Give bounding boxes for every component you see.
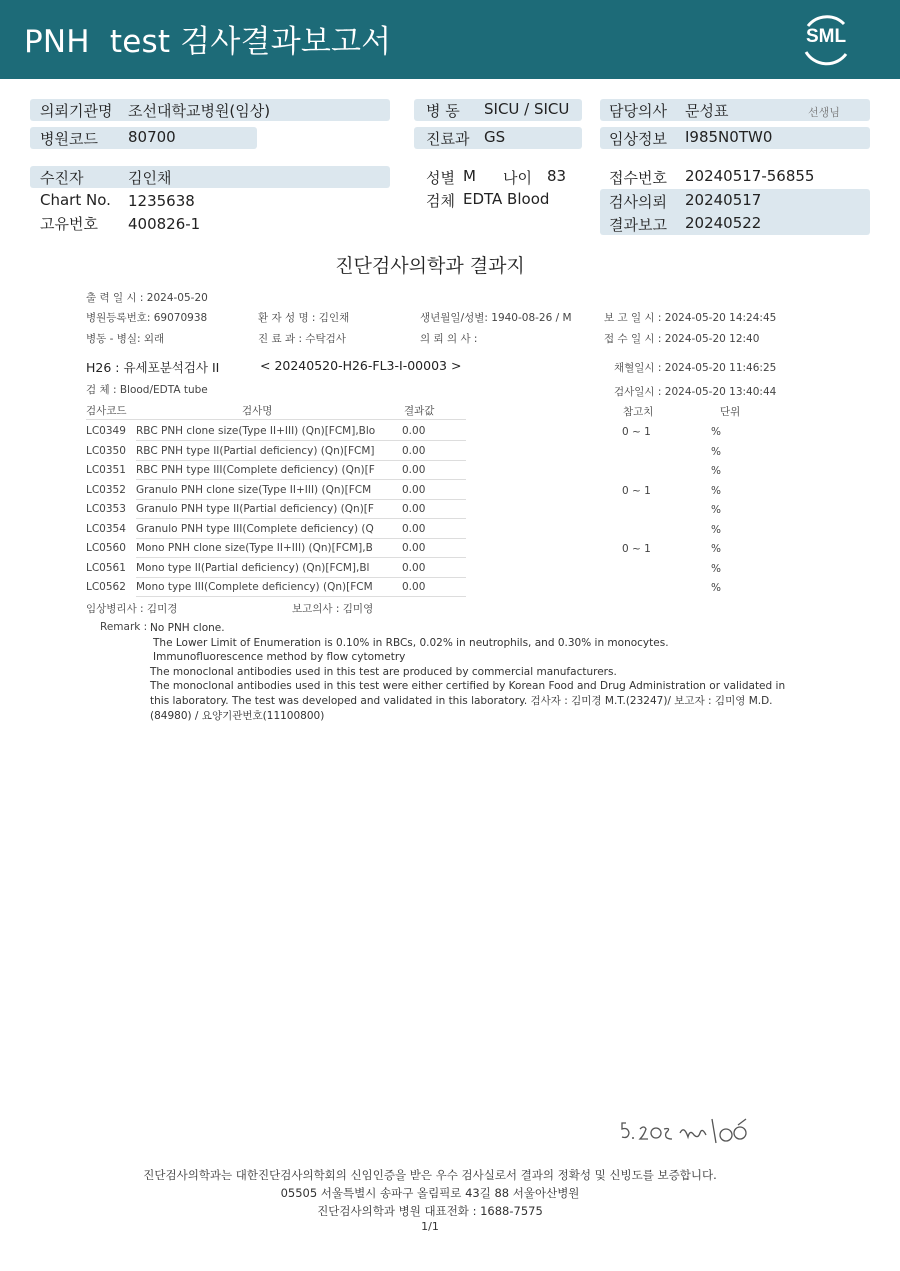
age-label: 나이	[503, 169, 532, 187]
receipt-value: 20240517-56855	[685, 167, 815, 185]
remark-line: No PNH clone.	[150, 622, 225, 634]
footer-address: 05505 서울특별시 송파구 올림픽로 43길 88 서울아산병원	[280, 1186, 580, 1200]
scan-ward: 병동 - 병실: 외래	[86, 333, 165, 345]
row-divider	[136, 440, 466, 441]
handwritten-signature	[620, 1115, 755, 1151]
hospital-code-value: 80700	[128, 128, 176, 146]
row-divider	[136, 596, 466, 597]
dept-label: 진료과	[426, 130, 470, 148]
dept-value: GS	[484, 128, 506, 146]
cell-result: 0.00	[402, 425, 426, 437]
cell-ref: 0 ~ 1	[622, 543, 651, 555]
cell-name: Granulo PNH type II(Partial deficiency) (Qn)[F	[136, 503, 374, 515]
cell-result: 0.00	[402, 581, 426, 593]
sex-value: M	[463, 167, 476, 185]
scan-title: 진단검사의학과 결과지	[335, 255, 525, 277]
institution-value: 조선대학교병원(임상)	[128, 102, 271, 120]
cell-code: LC0351	[86, 464, 126, 476]
cell-unit: %	[711, 484, 721, 497]
sml-logo	[798, 12, 854, 66]
cell-code: LC0352	[86, 483, 126, 496]
remark-text	[150, 621, 785, 723]
remark-line: The monoclonal antibodies used in this test were either certified by Korean Food and Drug Administration or validated in	[150, 680, 786, 693]
page-number: 1/1	[421, 1220, 439, 1233]
cell-result: 0.00	[402, 542, 426, 554]
cell-unit: %	[711, 426, 721, 438]
col-ref: 참고치	[623, 406, 654, 418]
col-result: 결과값	[404, 405, 435, 417]
chart-label: Chart No.	[40, 191, 111, 209]
request-value: 20240517	[685, 191, 762, 209]
request-label: 검사의뢰	[609, 193, 667, 211]
patient-value: 김인채	[128, 169, 172, 187]
row-divider	[136, 557, 466, 558]
test-name: H26 : 유세포분석검사 II	[86, 360, 220, 375]
logo-text: SML	[805, 26, 847, 47]
cell-name: RBC PNH clone size(Type II+III) (Qn)[FCM],Blo	[136, 425, 376, 437]
hospital-code-label: 병원코드	[40, 130, 98, 148]
cell-code: LC0354	[86, 522, 126, 535]
institution-label: 의뢰기관명	[40, 102, 113, 120]
row-divider	[136, 460, 466, 461]
cell-unit: %	[711, 504, 721, 516]
remark-line: The monoclonal antibodies used in this test are produced by commercial manufacturers.	[150, 665, 617, 678]
test-id: < 20240520-H26-FL3-I-00003 >	[260, 358, 462, 373]
pathologist: 임상병리사 : 김미경	[86, 603, 178, 615]
cell-ref: 0 ~ 1	[622, 426, 651, 438]
sex-label: 성별	[426, 169, 455, 187]
doctor-label: 담당의사	[609, 102, 667, 120]
age-value: 83	[547, 167, 567, 185]
cell-unit: %	[711, 445, 721, 458]
id-value: 400826-1	[128, 215, 201, 233]
cell-result: 0.00	[402, 464, 426, 476]
cell-result: 0.00	[402, 561, 426, 574]
collect-time: 채혈일시 : 2024-05-20 11:46:25	[614, 362, 777, 374]
patient-name: 환 자 성 명 : 김인채	[258, 312, 350, 324]
cell-code: LC0560	[86, 542, 126, 554]
cell-code: LC0353	[86, 503, 126, 515]
cell-result: 0.00	[402, 522, 426, 535]
ward-label: 병 동	[426, 102, 460, 120]
clinical-label: 임상정보	[609, 130, 667, 148]
row-divider	[136, 479, 466, 480]
remark-line: Immunofluorescence method by flow cytometry	[153, 651, 406, 664]
cell-name: Granulo PNH clone size(Type II+III) (Qn)[FCM	[136, 483, 372, 496]
cell-ref: 0 ~ 1	[622, 484, 651, 497]
reg-no: 병원등록번호: 69070938	[86, 312, 208, 324]
specimen-value: EDTA Blood	[463, 190, 550, 208]
doctor-value: 문성표	[685, 102, 729, 120]
ward-value: SICU / SICU	[484, 100, 570, 118]
patient-row	[30, 166, 390, 188]
receipt-time: 접 수 일 시 : 2024-05-20 12:40	[604, 333, 760, 345]
reporter: 보고의사 : 김미영	[292, 603, 374, 615]
cell-result: 0.00	[402, 503, 426, 515]
scan-dept: 진 료 과 : 수탁검사	[258, 333, 346, 345]
row-divider	[136, 518, 466, 519]
chart-value: 1235638	[128, 192, 195, 210]
scan-specimen: 검 체 : Blood/EDTA tube	[86, 384, 208, 396]
row-divider	[136, 538, 466, 539]
cell-name: RBC PNH type III(Complete deficiency) (Qn)[F	[136, 464, 375, 476]
report-header	[0, 0, 900, 79]
cell-result: 0.00	[402, 444, 426, 457]
patient-label: 수진자	[40, 169, 84, 187]
col-name: 검사명	[242, 405, 273, 417]
cell-name: Granulo PNH type III(Complete deficiency) (Q	[136, 522, 374, 535]
print-date: 출 력 일 시 : 2024-05-20	[86, 292, 208, 304]
cell-code: LC0562	[86, 581, 126, 593]
test-time: 검사일시 : 2024-05-20 13:40:44	[614, 386, 777, 398]
receipt-label: 접수번호	[609, 169, 667, 187]
scan-doctor: 의 뢰 의 사 :	[420, 333, 478, 345]
specimen-label: 검체	[426, 192, 455, 210]
cell-result: 0.00	[402, 483, 426, 496]
cell-name: Mono PNH clone size(Type II+III) (Qn)[FCM],B	[136, 542, 373, 554]
header-divider	[86, 419, 466, 420]
cell-name: Mono type II(Partial deficiency) (Qn)[FCM],Bl	[136, 561, 370, 574]
scanned-lab-report	[80, 245, 800, 1245]
row-divider	[136, 577, 466, 578]
cell-unit: %	[711, 562, 721, 575]
report-date-label: 결과보고	[609, 216, 667, 234]
cell-code: LC0561	[86, 561, 126, 574]
col-unit: 단위	[720, 406, 741, 418]
footer-certification: 진단검사의학과는 대한진단검사의학회의 신임인증을 받은 우수 검사실로서 결과의 정확성 및 신빙도를 보증합니다.	[143, 1168, 717, 1182]
birth-sex: 생년월일/성별: 1940-08-26 / M	[420, 312, 572, 324]
footer-contact: 진단검사의학과 병원 대표전화 : 1688-7575	[317, 1204, 543, 1218]
cell-unit: %	[711, 523, 721, 536]
cell-code: LC0350	[86, 444, 126, 457]
remark-label: Remark :	[100, 621, 148, 633]
remark-line: this laboratory. The test was developed and validated in this laboratory. 검사자 : 김미경 M.T.(23247)/ 보고자 : 김미영 M.D.	[150, 694, 773, 707]
cell-unit: %	[711, 543, 721, 555]
col-code: 검사코드	[86, 405, 127, 417]
id-label: 고유번호	[40, 215, 98, 233]
page-title: PNH test 검사결과보고서	[24, 24, 392, 60]
clinical-value: I985N0TW0	[685, 128, 773, 146]
cell-name: RBC PNH type II(Partial deficiency) (Qn)[FCM]	[136, 444, 375, 457]
cell-code: LC0349	[86, 425, 126, 437]
cell-unit: %	[711, 465, 721, 477]
cell-name: Mono type III(Complete deficiency) (Qn)[FCM	[136, 581, 373, 593]
remark-line: (84980) / 요양기관번호(11100800)	[150, 709, 325, 722]
remark-line: The Lower Limit of Enumeration is 0.10% in RBCs, 0.02% in neutrophils, and 0.30% in monocytes.	[153, 636, 669, 649]
doctor-suffix: 선생님	[808, 106, 840, 119]
row-divider	[136, 499, 466, 500]
cell-unit: %	[711, 582, 721, 594]
report-time: 보 고 일 시 : 2024-05-20 14:24:45	[604, 312, 777, 324]
report-date-value: 20240522	[685, 214, 762, 232]
